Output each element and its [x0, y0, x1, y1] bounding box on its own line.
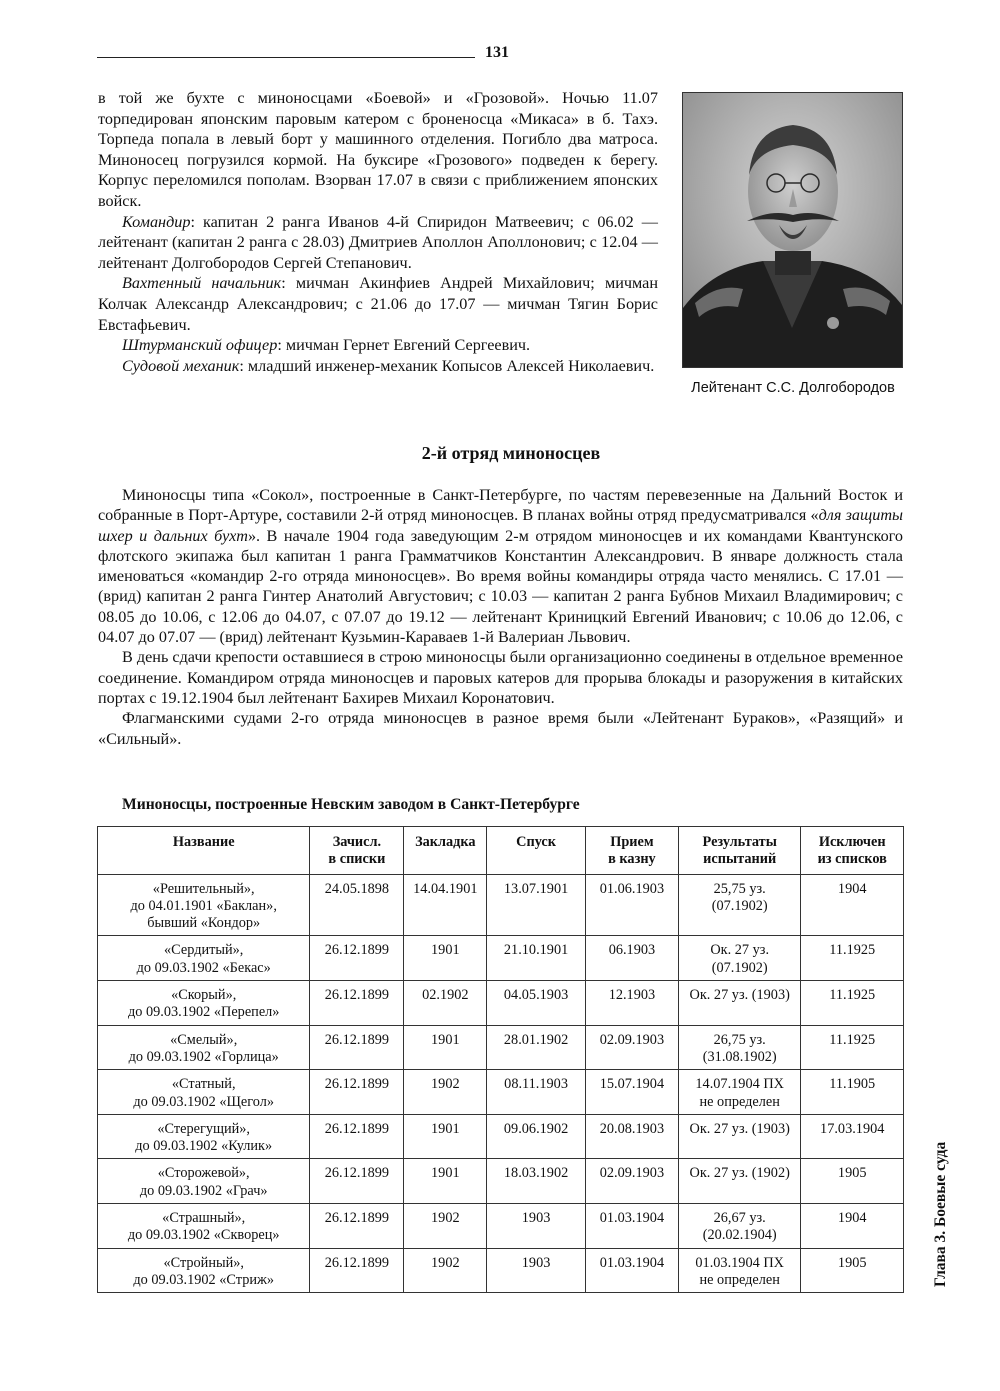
role-label: Вахтенный начальник — [122, 274, 282, 293]
table-cell: 01.03.1904 ПХ не определен — [678, 1248, 800, 1293]
column-header: Прием в казну — [585, 827, 678, 875]
table-title: Миноносцы, построенные Невским заводом в Санкт-Петербурге — [122, 796, 580, 813]
table-row — [98, 1159, 904, 1204]
table-cell: 1902 — [404, 1204, 487, 1249]
table-cell: 02.09.1903 — [585, 1159, 678, 1204]
intro-paragraph-commander: Командир: капитан 2 ранга Иванов 4-й Спиридон Матвеевич; с 06.02 — лейтенант (капитан 2 ранга с 28.03) Дмитриев Аполлон Аполлонович; с 12.04 — лейтенант Долгобородов Сергей Степанович. — [98, 212, 658, 272]
table-cell: 11.1925 — [801, 1025, 904, 1070]
table-cell: 1902 — [404, 1248, 487, 1293]
table-cell: Ок. 27 уз. (1903) — [678, 981, 800, 1026]
table-cell: 20.08.1903 — [585, 1114, 678, 1159]
table-header-row — [98, 827, 904, 875]
table-row — [98, 1070, 904, 1115]
ship-name-cell: «Скорый», до 09.03.1902 «Перепел» — [98, 981, 310, 1026]
column-header: Исключен из списков — [801, 827, 904, 875]
body-text — [98, 485, 903, 749]
table-cell: 02.1902 — [404, 981, 487, 1026]
table-cell: 08.11.1903 — [487, 1070, 586, 1115]
header-rule — [97, 57, 475, 58]
chapter-side-label: Глава 3. Боевые суда — [932, 1141, 949, 1287]
table-row — [98, 1025, 904, 1070]
ship-name-cell: «Страшный», до 09.03.1902 «Скворец» — [98, 1204, 310, 1249]
table-cell: 26,75 уз. (31.08.1902) — [678, 1025, 800, 1070]
table-cell: 12.1903 — [585, 981, 678, 1026]
table-cell: 01.06.1903 — [585, 874, 678, 936]
ships-table — [97, 826, 904, 1293]
table-cell: 21.10.1901 — [487, 936, 586, 981]
table-cell: 14.07.1904 ПХ не определен — [678, 1070, 800, 1115]
column-header: Зачисл. в списки — [310, 827, 404, 875]
intro-paragraph: в той же бухте с миноносцами «Боевой» и «Грозовой». Ночью 11.07 торпедирован японским паровым катером с броненосца «Микаса» в б. Тахэ. Торпеда попала в левый борт у машинного отделения. Погибло два матроса. Миноносец погрузился кормой. На буксире «Грозового» подведен к берегу. Корпус переломился пополам. Взорван 17.07 в связи с приближением японских войск. — [98, 89, 658, 210]
table-cell: 1905 — [801, 1159, 904, 1204]
table-cell: 02.09.1903 — [585, 1025, 678, 1070]
column-header: Закладка — [404, 827, 487, 875]
table-cell: 11.1905 — [801, 1070, 904, 1115]
table-row — [98, 1248, 904, 1293]
table-cell: 1904 — [801, 1204, 904, 1249]
table-cell: 1901 — [404, 1159, 487, 1204]
table-cell: 1903 — [487, 1204, 586, 1249]
column-header: Спуск — [487, 827, 586, 875]
table-cell: 11.1925 — [801, 981, 904, 1026]
table-cell: 17.03.1904 — [801, 1114, 904, 1159]
table-cell: 06.1903 — [585, 936, 678, 981]
table-cell: 25,75 уз. (07.1902) — [678, 874, 800, 936]
body-paragraph: Миноносцы типа «Сокол», построенные в Санкт-Петербурге, по частям перевезенные на Дальний Восток и собранные в Порт-Артуре, составили 2-й отряд миноносцев. В планах войны отряд предусматривался «для защиты шхер и дальних бухт». В начале 1904 года заведующим 2-м отрядом миноносцев и их командами Квантунского флотского экипажа был капитан 1 ранга Грамматчиков Константин Александрович. В январе должность стала именоваться «командир 2-го отряда миноносцев». Во время войны командиры отряда часто менялись. С 17.01 — (врид) капитан 2 ранга Гинтер Анатолий Августович; с 10.03 — капитан 2 ранга Бубнов Михаил Владимирович; с 08.05 до 10.06, с 12.06 до 04.07, с 07.07 до 19.12 — лейтенант Криницкий Евгений Иванович; с 10.06 до 12.06, с 04.07 до 07.07 — (врид) лейтенант Кузьмин-Караваев 1-й Валериан Львович. — [98, 486, 903, 647]
table-cell: 15.07.1904 — [585, 1070, 678, 1115]
ship-name-cell: «Сердитый», до 09.03.1902 «Бекас» — [98, 936, 310, 981]
table-cell: 26.12.1899 — [310, 1114, 404, 1159]
table-cell: 26.12.1899 — [310, 936, 404, 981]
table-row — [98, 1204, 904, 1249]
column-header: Результаты испытаний — [678, 827, 800, 875]
table-cell: 28.01.1902 — [487, 1025, 586, 1070]
table-cell: 1901 — [404, 1114, 487, 1159]
ship-name-cell: «Сторожевой», до 09.03.1902 «Грач» — [98, 1159, 310, 1204]
table-body — [98, 874, 904, 1293]
ship-name-cell: «Стройный», до 09.03.1902 «Стриж» — [98, 1248, 310, 1293]
intro-paragraph-navigator: Штурманский офицер: мичман Гернет Евгений Сергеевич. — [122, 336, 531, 355]
table-cell: 1905 — [801, 1248, 904, 1293]
ship-name-cell: «Решительный», до 04.01.1901 «Баклан», бывший «Кондор» — [98, 874, 310, 936]
table-row — [98, 1114, 904, 1159]
table-row — [98, 936, 904, 981]
table-cell: 01.03.1904 — [585, 1248, 678, 1293]
table-row — [98, 874, 904, 936]
table-cell: Ок. 27 уз. (1903) — [678, 1114, 800, 1159]
table-cell: 1901 — [404, 1025, 487, 1070]
table-cell: 1902 — [404, 1070, 487, 1115]
table-cell: 26.12.1899 — [310, 981, 404, 1026]
intro-text — [98, 88, 658, 376]
ship-name-cell: «Статный, до 09.03.1902 «Щегол» — [98, 1070, 310, 1115]
ship-name-cell: «Смелый», до 09.03.1902 «Горлица» — [98, 1025, 310, 1070]
table-cell: 09.06.1902 — [487, 1114, 586, 1159]
table-cell: 1903 — [487, 1248, 586, 1293]
table-cell: 26,67 уз. (20.02.1904) — [678, 1204, 800, 1249]
role-label: Командир — [122, 212, 191, 231]
body-paragraph: Флагманскими судами 2-го отряда миноносцев в разное время были «Лейтенант Бураков», «Разящий» и «Сильный». — [98, 709, 903, 748]
body-paragraph: В день сдачи крепости оставшиеся в строю миноносцы были организационно соединены в отдельное временное соединение. Командиром отряда миноносцев и паровых катеров для прорыва блокады и разоружения в китайских портах с 19.12.1904 был лейтенант Бахирев Михаил Коронатович. — [98, 648, 903, 707]
portrait-photo — [682, 92, 903, 368]
section-title: 2-й отряд миноносцев — [421, 443, 601, 463]
table-cell: 26.12.1899 — [310, 1204, 404, 1249]
table-cell: 11.1925 — [801, 936, 904, 981]
table-cell: 26.12.1899 — [310, 1248, 404, 1293]
page-number: 131 — [485, 44, 509, 61]
table-cell: 26.12.1899 — [310, 1025, 404, 1070]
table-cell: Ок. 27 уз. (1902) — [678, 1159, 800, 1204]
table-row — [98, 981, 904, 1026]
intro-paragraph-engineer: Судовой механик: младший инженер-механик Копысов Алексей Николаевич. — [122, 356, 655, 375]
table-cell: 26.12.1899 — [310, 1070, 404, 1115]
table-cell: 01.03.1904 — [585, 1204, 678, 1249]
role-label: Штурманский офицер — [122, 336, 278, 355]
photo-caption: Лейтенант С.С. Долгобородов — [691, 380, 895, 396]
role-label: Судовой механик — [122, 356, 240, 375]
table-cell: 1901 — [404, 936, 487, 981]
table-cell: 26.12.1899 — [310, 1159, 404, 1204]
intro-paragraph-watch-officer: Вахтенный начальник: мичман Акинфиев Андрей Михайлович; мичман Колчак Александр Александрович; с 21.06 до 17.07 — мичман Тягин Борис Евстафьевич. — [98, 274, 658, 334]
column-header: Название — [98, 827, 310, 875]
table-cell: 04.05.1903 — [487, 981, 586, 1026]
table-cell: 18.03.1902 — [487, 1159, 586, 1204]
table-cell: 14.04.1901 — [404, 874, 487, 936]
quoted-purpose: для защиты шхер и дальних бухт — [98, 506, 903, 545]
table-cell: Ок. 27 уз. (07.1902) — [678, 936, 800, 981]
table-cell: 1904 — [801, 874, 904, 936]
table-cell: 13.07.1901 — [487, 874, 586, 936]
table-cell: 24.05.1898 — [310, 874, 404, 936]
ship-name-cell: «Стерегущий», до 09.03.1902 «Кулик» — [98, 1114, 310, 1159]
portrait-image — [683, 93, 902, 367]
